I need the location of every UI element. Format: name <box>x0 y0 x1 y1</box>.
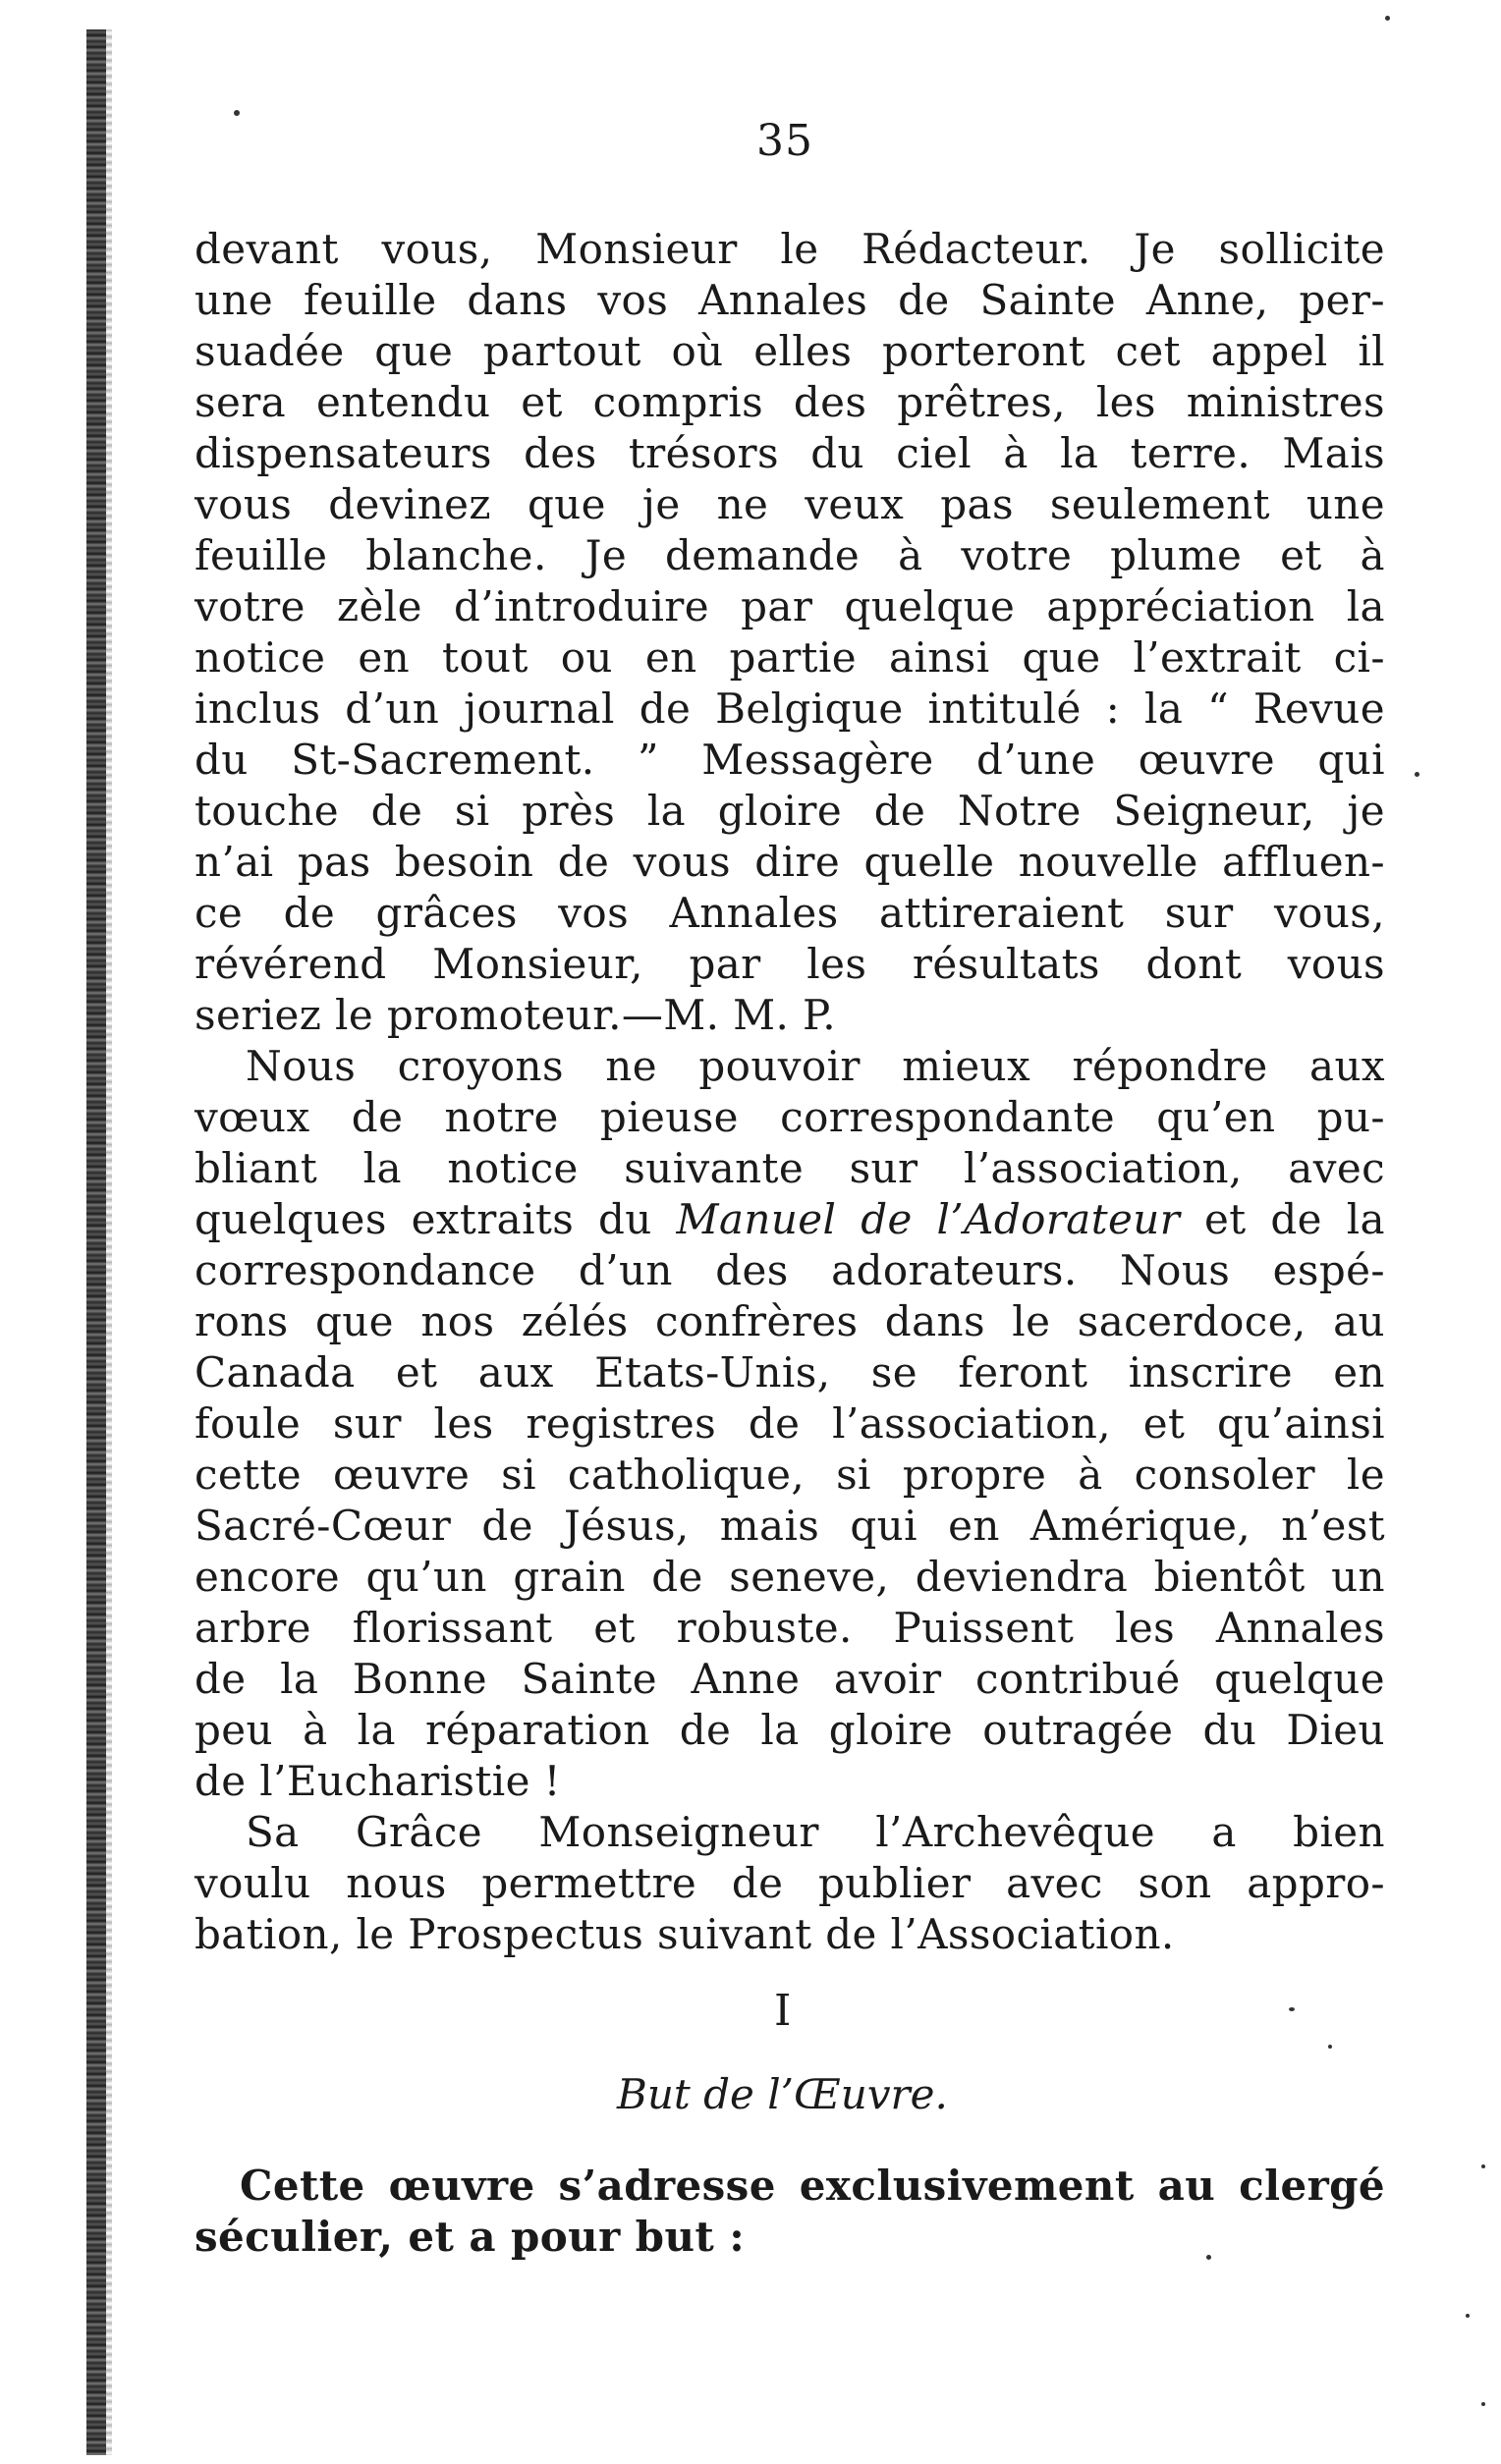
text-line: Nous croyons ne pouvoir mieux répondre aux <box>246 1042 1385 1090</box>
text-line: bliant la notice suivante sur l’association, avec <box>195 1144 1385 1192</box>
text-line: suadée que partout où elles porteront cet appel il <box>195 327 1385 375</box>
text-line: révérend Monsieur, par les résultats dont vous <box>195 940 1385 988</box>
page-binding-edge <box>86 29 106 2455</box>
text-line: foule sur les registres de l’association, et qu’ainsi <box>195 1399 1385 1448</box>
text-line: vœux de notre pieuse correspondante qu’en pu- <box>195 1093 1385 1141</box>
text-line: peu à la réparation de la gloire outragée du Dieu <box>195 1706 1385 1754</box>
section-number: I <box>774 1986 792 2036</box>
text-line: feuille blanche. Je demande à votre plume et à <box>195 531 1385 579</box>
text-line: Sa Grâce Monseigneur l’Archevêque a bien <box>246 1808 1385 1856</box>
print-speck <box>1415 772 1419 777</box>
text-line: séculier, et a pour but : <box>195 2213 746 2261</box>
text-line: seriez le promoteur.—M. M. P. <box>195 991 836 1039</box>
text-line: touche de si près la gloire de Notre Seigneur, je <box>195 787 1385 835</box>
text-line: dispensateurs des trésors du ciel à la terre. Mais <box>195 429 1385 477</box>
text-span: quelques extraits du <box>195 1195 677 1243</box>
text-line: bation, le Prospectus suivant de l’Association. <box>195 1910 1175 1958</box>
text-line: rons que nos zélés confrères dans le sacerdoce, au <box>195 1297 1385 1345</box>
print-speck <box>1206 2255 1211 2260</box>
text-line: devant vous, Monsieur le Rédacteur. Je sollicite <box>195 225 1385 273</box>
main-text <box>195 224 1385 1960</box>
print-speck <box>1385 16 1390 21</box>
text-line: cette œuvre si catholique, si propre à consoler le <box>195 1451 1385 1499</box>
text-line: correspondance d’un des adorateurs. Nous espé- <box>195 1246 1385 1294</box>
text-line: Cette œuvre s’adresse exclusivement au clergé <box>240 2162 1385 2210</box>
section-text <box>195 2161 1385 2263</box>
text-line: votre zèle d’introduire par quelque appréciation la <box>195 582 1385 630</box>
text-line: sera entendu et compris des prêtres, les ministres <box>195 378 1385 426</box>
print-speck <box>1481 2402 1485 2406</box>
text-line: encore qu’un grain de seneve, deviendra bientôt un <box>195 1553 1385 1601</box>
text-line: de la Bonne Sainte Anne avoir contribué quelque <box>195 1655 1385 1703</box>
page-number: 35 <box>756 116 813 166</box>
section-title: But de l’Œuvre. <box>617 2070 948 2118</box>
text-line: ce de grâces vos Annales attireraient sur vous, <box>195 889 1385 937</box>
text-line: de l’Eucharistie ! <box>195 1757 561 1805</box>
print-speck <box>234 110 240 116</box>
text-line: du St-Sacrement. ” Messagère d’une œuvre qui <box>195 736 1385 784</box>
text-line: notice en tout ou en partie ainsi que l’extrait ci- <box>195 633 1385 682</box>
text-line-with-book-title <box>195 1194 1385 1245</box>
text-line: Sacré-Cœur de Jésus, mais qui en Amérique, n’est <box>195 1502 1385 1550</box>
print-speck <box>1328 2045 1332 2049</box>
print-speck <box>1289 2007 1295 2011</box>
text-line: arbre florissant et robuste. Puissent les Annales <box>195 1604 1385 1652</box>
print-speck <box>1466 2314 1470 2318</box>
print-speck <box>1481 2164 1485 2168</box>
text-line: une feuille dans vos Annales de Sainte Anne, per- <box>195 276 1385 324</box>
text-span: et de la <box>1180 1195 1385 1243</box>
book-title: Manuel de l’Adorateur <box>676 1195 1181 1243</box>
text-line: vous devinez que je ne veux pas seulement une <box>195 480 1385 528</box>
text-line: inclus d’un journal de Belgique intitulé : la “ Revue <box>195 684 1385 733</box>
text-line: n’ai pas besoin de vous dire quelle nouvelle affluen- <box>195 838 1385 886</box>
text-line: Canada et aux Etats-Unis, se feront inscrire en <box>195 1348 1385 1396</box>
text-line: voulu nous permettre de publier avec son appro- <box>195 1859 1385 1907</box>
